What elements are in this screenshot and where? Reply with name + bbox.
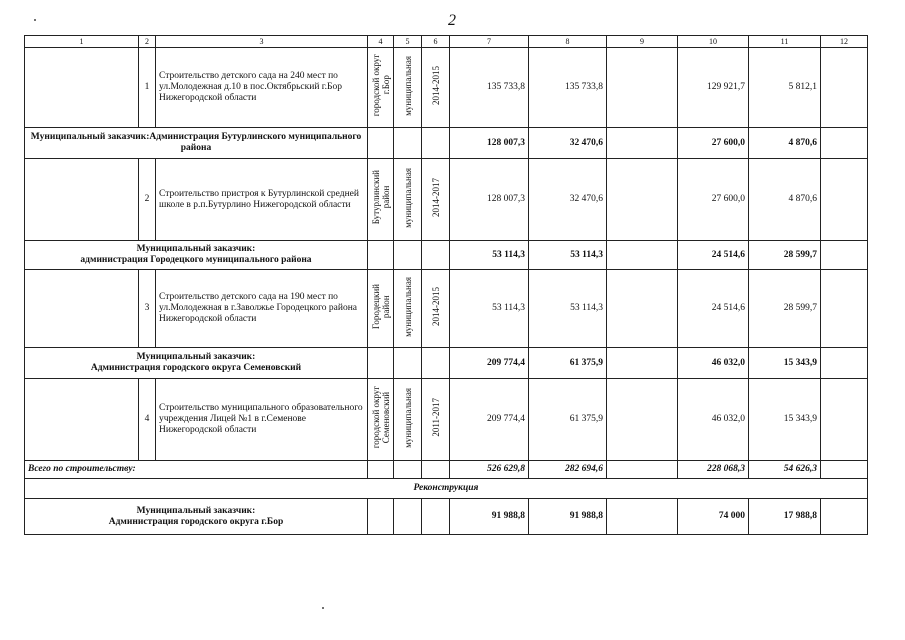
- project-name: Строительство муниципального образовательного учреждения Лицей №1 в г.Семенове Нижегородской области: [156, 379, 368, 461]
- value-col8: 32 470,6: [529, 128, 607, 159]
- value-col8: 32 470,6: [529, 159, 607, 241]
- value-col11: 54 626,3: [749, 461, 821, 479]
- row-number: 2: [139, 159, 156, 241]
- value-col8: 53 114,3: [529, 241, 607, 270]
- customer-row-bor: [25, 499, 868, 535]
- location: Бутурлинский район: [370, 170, 391, 225]
- customer-row-gorodets: [25, 241, 868, 270]
- location: городской округ Семеновский: [370, 386, 391, 449]
- project-name: Строительство детского сада на 240 мест по ул.Молодежная д.10 в пос.Октябрьский г.Бор Нижегородской области: [156, 48, 368, 128]
- total-row: [25, 461, 868, 479]
- years: 2014-2015: [430, 287, 441, 326]
- project-row-3: [25, 270, 868, 348]
- value-col11: 4 870,6: [749, 159, 821, 241]
- row-number: 1: [139, 48, 156, 128]
- location: городской округ г.Бор: [370, 54, 391, 117]
- value-col11: 17 988,8: [749, 499, 821, 535]
- years: 2011-2017: [430, 398, 441, 437]
- value-col8: 61 375,9: [529, 348, 607, 379]
- row-number: 3: [139, 270, 156, 348]
- value-col10: 74 000: [678, 499, 749, 535]
- value-col7: 209 774,4: [450, 348, 529, 379]
- value-col11: 28 599,7: [749, 241, 821, 270]
- value-col8: 91 988,8: [529, 499, 607, 535]
- ownership: муниципальная: [402, 167, 413, 228]
- value-col10: 46 032,0: [678, 379, 749, 461]
- value-col7: 53 114,3: [450, 241, 529, 270]
- customer-label: Муниципальный заказчик:Администрация Бутурлинского муниципального района: [25, 128, 368, 159]
- value-col11: 5 812,1: [749, 48, 821, 128]
- project-row-2: [25, 159, 868, 241]
- value-col7: 135 733,8: [450, 48, 529, 128]
- value-col10: 46 032,0: [678, 348, 749, 379]
- col-header-12: 12: [821, 36, 868, 48]
- col-header-2: 2: [139, 36, 156, 48]
- customer-row-semenov: [25, 348, 868, 379]
- years: 2014-2017: [430, 178, 441, 217]
- value-col10: 27 600,0: [678, 128, 749, 159]
- col-header-6: 6: [422, 36, 450, 48]
- row-number: 4: [139, 379, 156, 461]
- value-col10: 27 600,0: [678, 159, 749, 241]
- customer-label: Муниципальный заказчик: администрация Городецкого муниципального района: [25, 241, 368, 270]
- scan-speck: [322, 607, 324, 609]
- total-label: Всего по строительству:: [25, 461, 368, 479]
- construction-table: [24, 35, 868, 535]
- col-header-9: 9: [607, 36, 678, 48]
- customer-row-buturlino: [25, 128, 868, 159]
- years: 2014-2015: [430, 66, 441, 105]
- project-name: Строительство детского сада на 190 мест по ул.Молодежная в г.Заволжье Городецкого района Нижегородской области: [156, 270, 368, 348]
- value-col7: 526 629,8: [450, 461, 529, 479]
- location: Городецкий район: [370, 283, 391, 330]
- value-col7: 128 007,3: [450, 159, 529, 241]
- scan-speck: [34, 19, 36, 21]
- value-col8: 282 694,6: [529, 461, 607, 479]
- value-col10: 24 514,6: [678, 241, 749, 270]
- project-name: Строительство пристроя к Бутурлинской средней школе в р.п.Бутурлино Нижегородской области: [156, 159, 368, 241]
- value-col8: 53 114,3: [529, 270, 607, 348]
- project-row-1: [25, 48, 868, 128]
- col-header-11: 11: [749, 36, 821, 48]
- value-col8: 135 733,8: [529, 48, 607, 128]
- customer-label: Муниципальный заказчик: Администрация городского округа Семеновский: [25, 348, 368, 379]
- col-header-3: 3: [156, 36, 368, 48]
- col-header-7: 7: [450, 36, 529, 48]
- value-col7: 91 988,8: [450, 499, 529, 535]
- ownership: муниципальная: [402, 276, 413, 337]
- section-label-reconstruction: Реконструкция: [25, 479, 868, 499]
- value-col10: 129 921,7: [678, 48, 749, 128]
- value-col7: 53 114,3: [450, 270, 529, 348]
- col-header-10: 10: [678, 36, 749, 48]
- value-col8: 61 375,9: [529, 379, 607, 461]
- value-col11: 28 599,7: [749, 270, 821, 348]
- ownership: муниципальная: [402, 55, 413, 116]
- col-header-4: 4: [368, 36, 394, 48]
- column-number-row: [25, 36, 868, 48]
- value-col10: 228 068,3: [678, 461, 749, 479]
- value-col7: 128 007,3: [450, 128, 529, 159]
- value-col7: 209 774,4: [450, 379, 529, 461]
- section-row: [25, 479, 868, 499]
- col-header-1: 1: [25, 36, 139, 48]
- project-row-4: [25, 379, 868, 461]
- ownership: муниципальная: [402, 387, 413, 448]
- value-col11: 15 343,9: [749, 379, 821, 461]
- customer-label: Муниципальный заказчик: Администрация городского округа г.Бор: [25, 499, 368, 535]
- value-col10: 24 514,6: [678, 270, 749, 348]
- value-col11: 15 343,9: [749, 348, 821, 379]
- col-header-5: 5: [394, 36, 422, 48]
- page-number: 2: [448, 12, 456, 29]
- col-header-8: 8: [529, 36, 607, 48]
- value-col11: 4 870,6: [749, 128, 821, 159]
